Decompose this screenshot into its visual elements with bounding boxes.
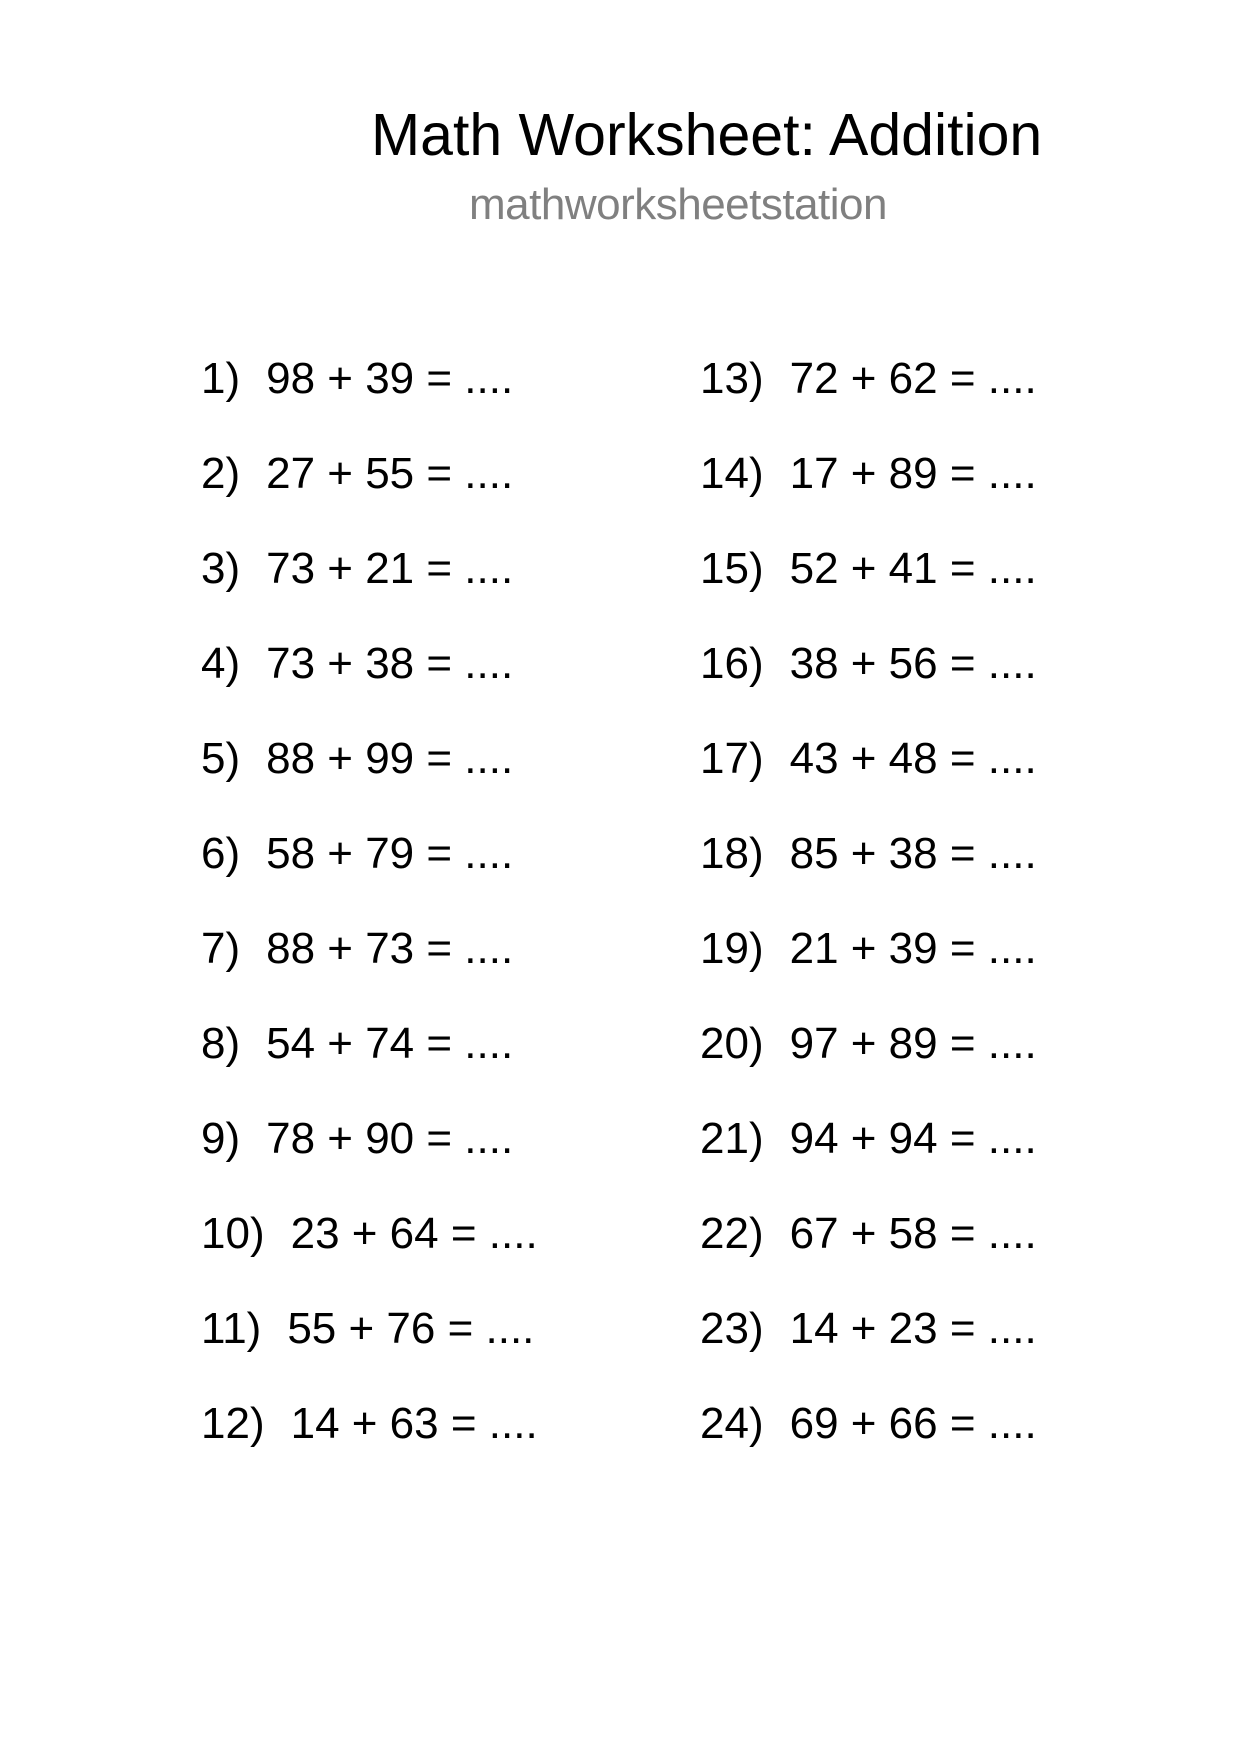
problem-expression: 69 + 66 = .... bbox=[789, 1399, 1037, 1448]
problem-item bbox=[201, 711, 538, 806]
problem-number: 13) bbox=[700, 354, 764, 403]
problem-expression: 88 + 99 = .... bbox=[266, 734, 514, 783]
problem-number: 8) bbox=[201, 1019, 241, 1068]
page-title: Math Worksheet: Addition bbox=[371, 102, 1043, 168]
problem-expression: 23 + 64 = .... bbox=[290, 1209, 538, 1258]
problem-expression: 27 + 55 = .... bbox=[266, 449, 514, 498]
problem-expression: 97 + 89 = .... bbox=[789, 1019, 1037, 1068]
problem-expression: 98 + 39 = .... bbox=[266, 354, 514, 403]
problem-item bbox=[700, 711, 1037, 806]
problem-expression: 58 + 79 = .... bbox=[266, 829, 514, 878]
problem-item bbox=[201, 1376, 538, 1471]
problem-number: 20) bbox=[700, 1019, 764, 1068]
problem-item bbox=[201, 1281, 538, 1376]
problem-expression: 52 + 41 = .... bbox=[789, 544, 1037, 593]
problem-expression: 17 + 89 = .... bbox=[789, 449, 1037, 498]
problem-number: 17) bbox=[700, 734, 764, 783]
problem-number: 21) bbox=[700, 1114, 764, 1163]
problem-number: 14) bbox=[700, 449, 764, 498]
problem-item bbox=[700, 521, 1037, 616]
problem-number: 6) bbox=[201, 829, 241, 878]
problem-item bbox=[700, 1376, 1037, 1471]
problems-column-left bbox=[201, 331, 538, 1471]
problem-number: 4) bbox=[201, 639, 241, 688]
problem-expression: 21 + 39 = .... bbox=[789, 924, 1037, 973]
problem-number: 18) bbox=[700, 829, 764, 878]
problem-expression: 88 + 73 = .... bbox=[266, 924, 514, 973]
problem-number: 7) bbox=[201, 924, 241, 973]
problem-item bbox=[201, 996, 538, 1091]
problem-expression: 14 + 23 = .... bbox=[789, 1304, 1037, 1353]
problem-number: 23) bbox=[700, 1304, 764, 1353]
problem-expression: 78 + 90 = .... bbox=[266, 1114, 514, 1163]
problem-expression: 94 + 94 = .... bbox=[789, 1114, 1037, 1163]
problem-item bbox=[700, 806, 1037, 901]
problem-item bbox=[201, 1091, 538, 1186]
problem-item bbox=[700, 616, 1037, 711]
problem-number: 15) bbox=[700, 544, 764, 593]
problem-number: 5) bbox=[201, 734, 241, 783]
problem-item bbox=[700, 1281, 1037, 1376]
problem-item bbox=[700, 901, 1037, 996]
problem-item bbox=[201, 426, 538, 521]
problem-item bbox=[700, 426, 1037, 521]
problem-expression: 73 + 21 = .... bbox=[266, 544, 514, 593]
problem-expression: 55 + 76 = .... bbox=[287, 1304, 535, 1353]
problem-item bbox=[201, 806, 538, 901]
problem-item bbox=[201, 331, 538, 426]
problem-expression: 38 + 56 = .... bbox=[789, 639, 1037, 688]
problem-item bbox=[201, 521, 538, 616]
problem-number: 16) bbox=[700, 639, 764, 688]
problem-expression: 43 + 48 = .... bbox=[789, 734, 1037, 783]
problem-number: 9) bbox=[201, 1114, 241, 1163]
problem-expression: 67 + 58 = .... bbox=[789, 1209, 1037, 1258]
problem-number: 22) bbox=[700, 1209, 764, 1258]
problem-item bbox=[700, 1186, 1037, 1281]
problem-number: 11) bbox=[201, 1304, 262, 1353]
problem-number: 12) bbox=[201, 1399, 265, 1448]
problem-number: 24) bbox=[700, 1399, 764, 1448]
page-subtitle: mathworksheetstation bbox=[469, 180, 887, 229]
problem-item bbox=[201, 616, 538, 711]
problem-expression: 54 + 74 = .... bbox=[266, 1019, 514, 1068]
problem-item bbox=[700, 996, 1037, 1091]
problem-expression: 72 + 62 = .... bbox=[789, 354, 1037, 403]
problem-expression: 85 + 38 = .... bbox=[789, 829, 1037, 878]
problem-expression: 73 + 38 = .... bbox=[266, 639, 514, 688]
problem-number: 19) bbox=[700, 924, 764, 973]
problem-number: 3) bbox=[201, 544, 241, 593]
problem-item bbox=[700, 1091, 1037, 1186]
problem-number: 1) bbox=[201, 354, 241, 403]
problem-item bbox=[700, 331, 1037, 426]
problem-item bbox=[201, 1186, 538, 1281]
problem-number: 2) bbox=[201, 449, 241, 498]
problem-item bbox=[201, 901, 538, 996]
problem-number: 10) bbox=[201, 1209, 265, 1258]
problem-expression: 14 + 63 = .... bbox=[290, 1399, 538, 1448]
problems-column-right bbox=[700, 331, 1037, 1471]
